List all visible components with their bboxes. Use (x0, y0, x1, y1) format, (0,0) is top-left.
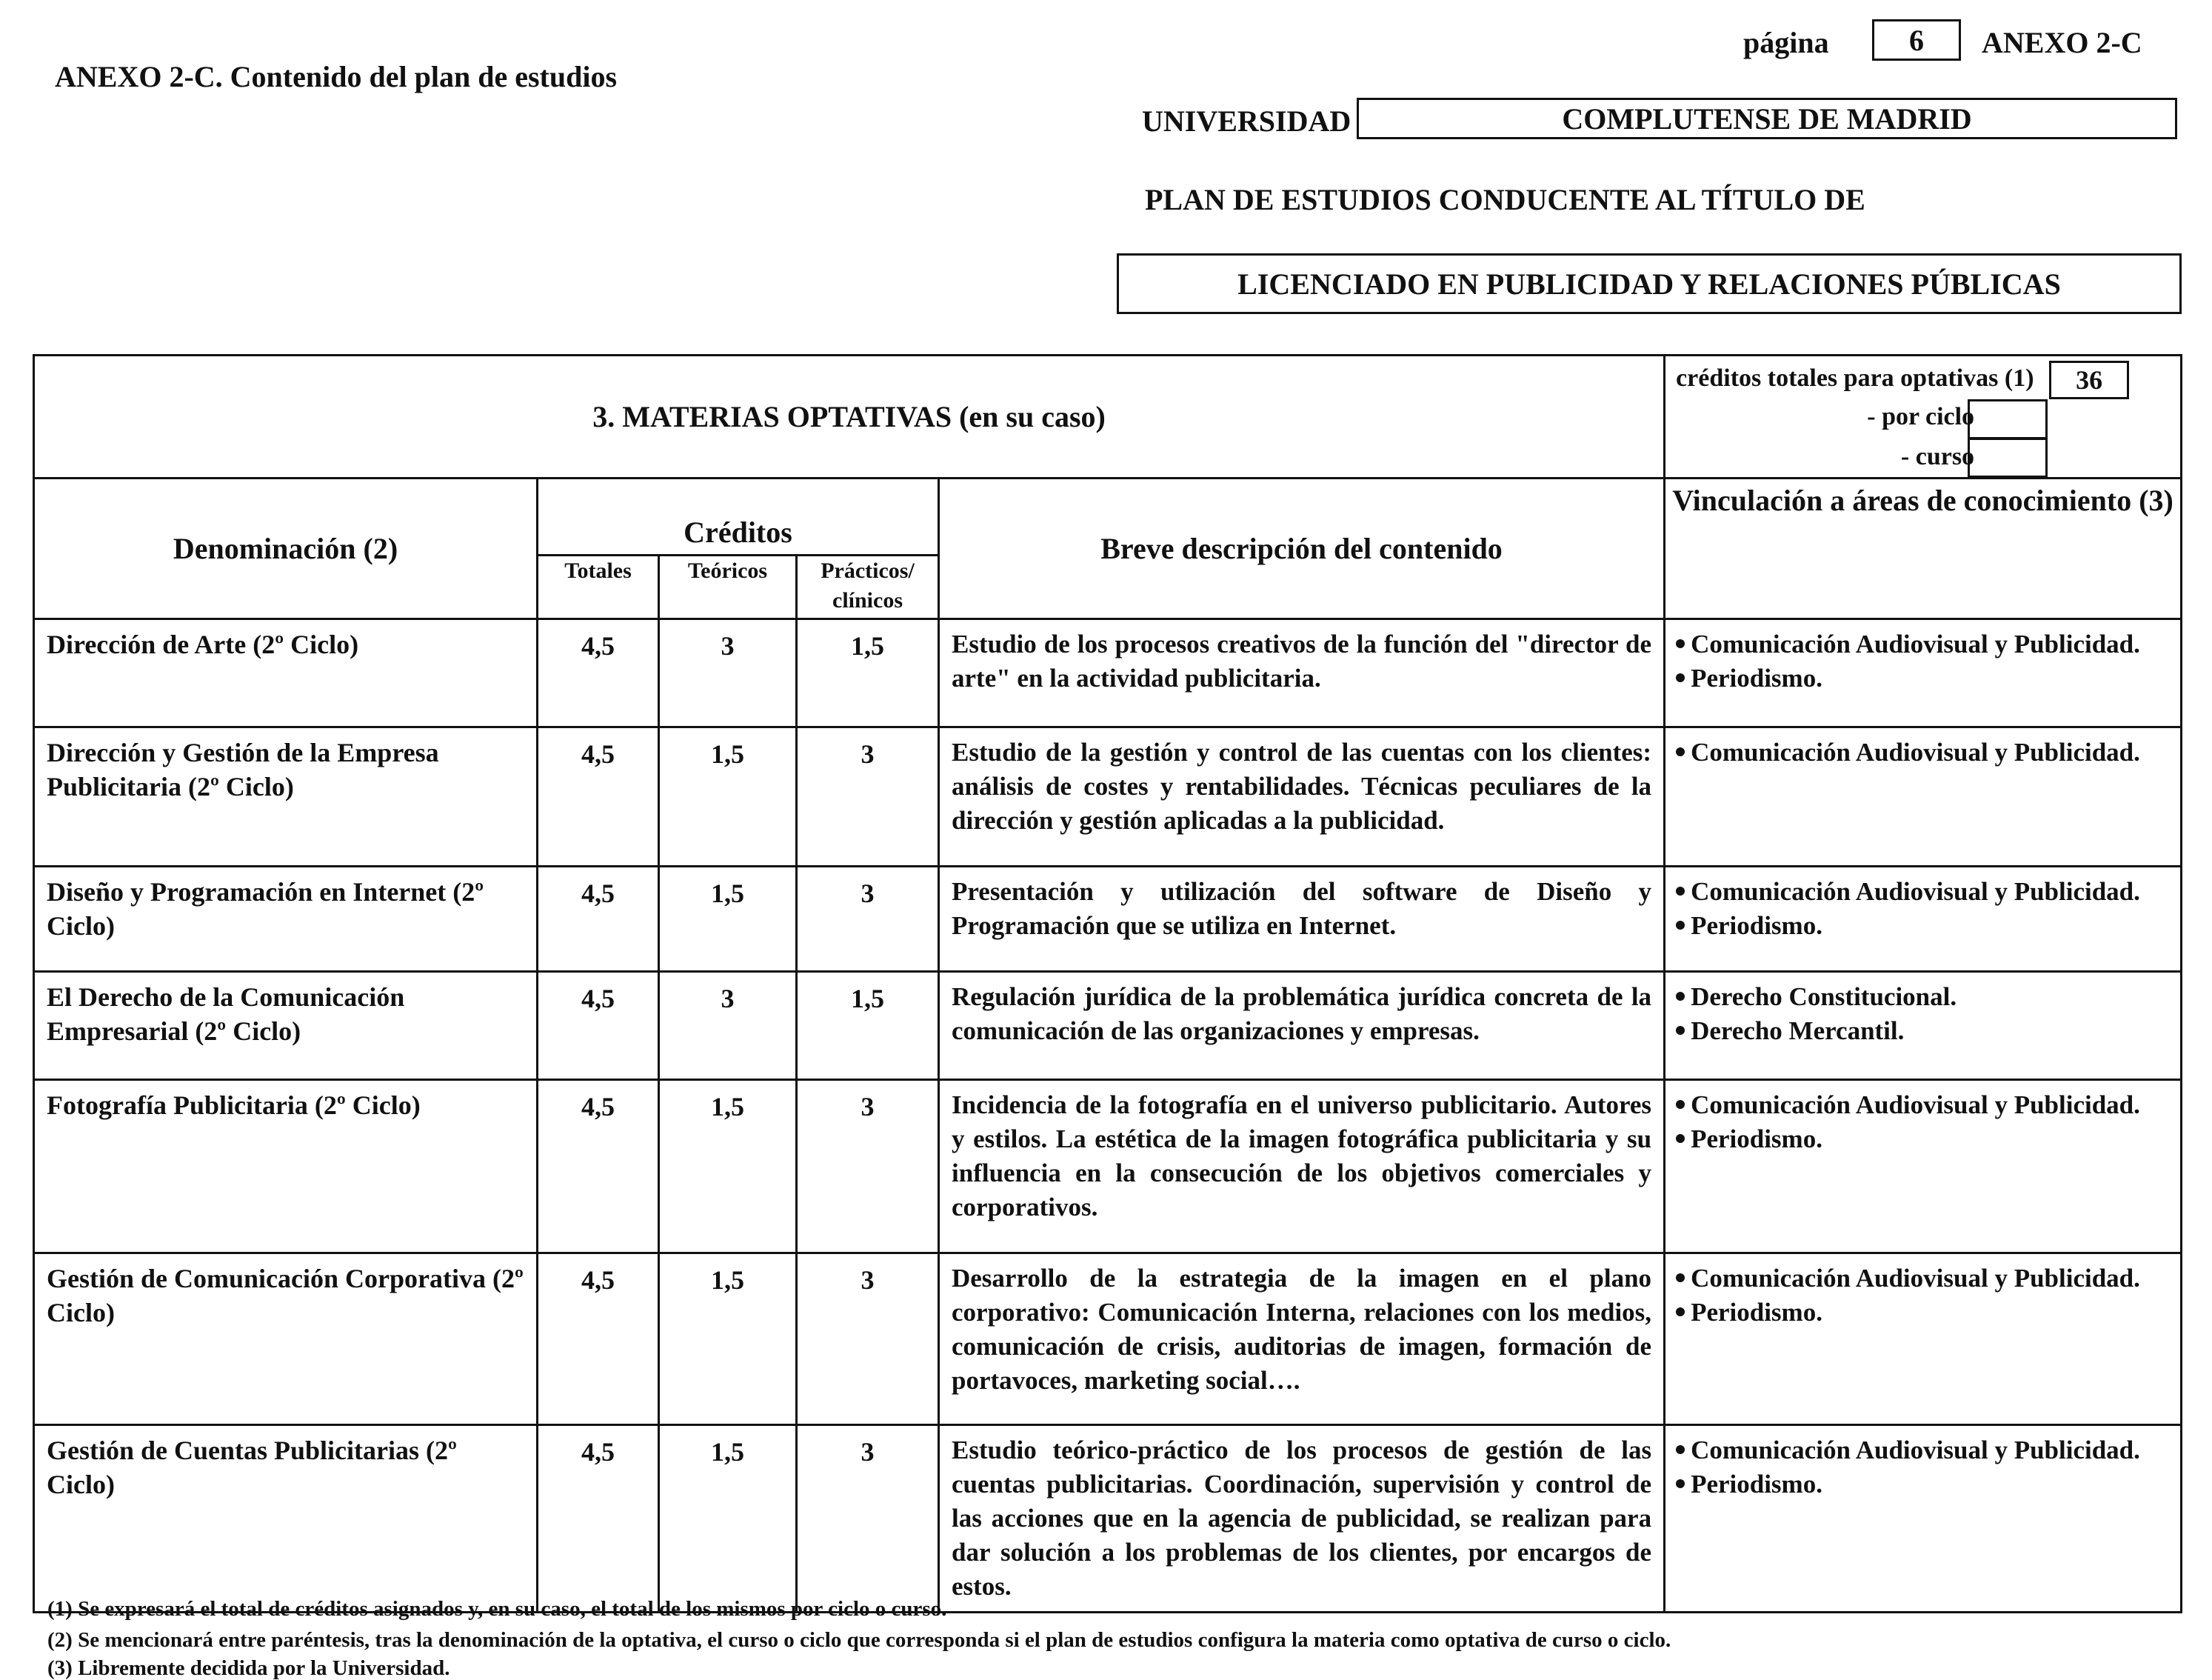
col-practicos-line1: Prácticos/ (821, 559, 915, 583)
subject-name: Gestión de Cuentas Publicitarias (2º Ciclo) (34, 1425, 538, 1613)
table-row (34, 1080, 2182, 1253)
list-item: Periodismo. (1676, 909, 2170, 943)
per-cycle-box (1968, 399, 2048, 439)
degree-name: LICENCIADO EN PUBLICIDAD Y RELACIONES PÚBLICAS (1237, 267, 2061, 301)
knowledge-areas (1665, 1425, 2182, 1613)
subject-name: Diseño y Programación en Internet (2º Ciclo) (34, 867, 538, 972)
credits-totales: 4,5 (538, 619, 659, 727)
credits-total-value: 36 (2076, 365, 2103, 395)
degree-box (1117, 253, 2182, 314)
bullet-icon (1676, 747, 1685, 756)
bullet-icon (1676, 639, 1685, 648)
bullet-icon (1676, 1479, 1685, 1488)
list-item: Periodismo. (1676, 1122, 2170, 1156)
list-item: Comunicación Audiovisual y Publicidad. (1676, 627, 2170, 661)
annex-label: ANEXO 2-C (1982, 26, 2142, 59)
credits-teoricos: 3 (659, 619, 797, 727)
page-number: 6 (1909, 23, 1924, 57)
credits-totales: 4,5 (538, 727, 659, 867)
university-label: UNIVERSIDAD (1142, 104, 1351, 138)
list-item: Comunicación Audiovisual y Publicidad. (1676, 736, 2170, 770)
bullet-icon (1676, 1445, 1685, 1454)
list-item: Comunicación Audiovisual y Publicidad. (1676, 1088, 2170, 1122)
page-label: página (1743, 26, 1829, 59)
knowledge-areas (1665, 727, 2182, 867)
bullet-icon (1676, 921, 1685, 930)
subject-description: Estudio teórico-práctico de los procesos de gestión de las cuentas publicitarias. Coordinación, supervisión y control de las acciones que en la agencia de publicidad, se realizan para dar solución a los problemas de los clientes, por encargos de estos. (939, 1425, 1665, 1613)
col-teoricos: Teóricos (660, 556, 798, 618)
section-title: 3. MATERIAS OPTATIVAS (en su caso) (34, 356, 1665, 479)
subject-description: Regulación jurídica de la problemática jurídica concreta de la comunicación de las organizaciones y empresas. (939, 972, 1665, 1080)
bullet-icon (1676, 1307, 1685, 1316)
bullet-icon (1676, 673, 1685, 682)
credits-totales: 4,5 (538, 1080, 659, 1253)
footnote-1: (1) Se expresará el total de créditos asignados y, en su caso, el total de los mismos por ciclo o curso. (47, 1597, 947, 1621)
table-row (34, 867, 2182, 972)
knowledge-areas (1665, 867, 2182, 972)
subject-name: Fotografía Publicitaria (2º Ciclo) (34, 1080, 538, 1253)
document-title: ANEXO 2-C. Contenido del plan de estudios (55, 60, 618, 93)
optional-subjects-table (33, 354, 2182, 1613)
list-item: Comunicación Audiovisual y Publicidad. (1676, 1261, 2170, 1296)
bullet-icon (1676, 1134, 1685, 1143)
page-number-box (1872, 19, 1961, 61)
university-name-box (1357, 98, 2177, 139)
footnote-2: (2) Se mencionará entre paréntesis, tras la denominación de la optativa, el curso o ciclo que corresponda si el plan de estudios configura la materia como optativa de curso o ciclo. (47, 1628, 1671, 1652)
subject-description: Desarrollo de la estrategia de la imagen en el plano corporativo: Comunicación Interna, relaciones con los medios, comunicación de crisis, auditorias de imagen, formación de portavoces, marketing social…. (939, 1253, 1665, 1425)
credits-teoricos: 1,5 (659, 1253, 797, 1425)
list-item: Derecho Constitucional. (1676, 980, 2170, 1014)
credits-teoricos: 1,5 (659, 1425, 797, 1613)
credits-teoricos: 1,5 (659, 867, 797, 972)
knowledge-areas (1665, 619, 2182, 727)
col-practicos (798, 556, 938, 618)
col-totales: Totales (538, 556, 660, 618)
knowledge-areas (1665, 1080, 2182, 1253)
credits-teoricos: 1,5 (659, 1080, 797, 1253)
credits-practicos: 3 (797, 1080, 939, 1253)
list-item: Periodismo. (1676, 1467, 2170, 1501)
subject-name: Dirección y Gestión de la Empresa Publicitaria (2º Ciclo) (34, 727, 538, 867)
list-item: Comunicación Audiovisual y Publicidad. (1676, 875, 2170, 909)
col-descripcion: Breve descripción del contenido (939, 479, 1665, 619)
credits-summary (1665, 356, 2182, 479)
col-vinculacion: Vinculación a áreas de conocimiento (3) (1665, 479, 2182, 619)
credits-teoricos: 1,5 (659, 727, 797, 867)
bullet-icon (1676, 1026, 1685, 1035)
subject-name: El Derecho de la Comunicación Empresarial (2º Ciclo) (34, 972, 538, 1080)
table-row (34, 619, 2182, 727)
credits-practicos: 3 (797, 727, 939, 867)
table-row (34, 972, 2182, 1080)
subject-name: Gestión de Comunicación Corporativa (2º Ciclo) (34, 1253, 538, 1425)
plan-title: PLAN DE ESTUDIOS CONDUCENTE AL TÍTULO DE (1145, 183, 1865, 216)
per-course-box (1968, 438, 2048, 478)
list-item: Periodismo. (1676, 661, 2170, 696)
credits-practicos: 3 (797, 867, 939, 972)
subject-description: Estudio de los procesos creativos de la función del "director de arte" en la actividad publicitaria. (939, 619, 1665, 727)
credits-practicos: 1,5 (797, 619, 939, 727)
knowledge-areas (1665, 972, 2182, 1080)
table-row (34, 1253, 2182, 1425)
credits-total-label: créditos totales para optativas (1) (1676, 364, 2034, 392)
credits-practicos: 3 (797, 1253, 939, 1425)
bullet-icon (1676, 1273, 1685, 1282)
col-denominacion: Denominación (2) (34, 479, 538, 619)
credits-total-box (2049, 361, 2129, 399)
credits-totales: 4,5 (538, 867, 659, 972)
list-item: Periodismo. (1676, 1296, 2170, 1330)
table-row (34, 1425, 2182, 1613)
bullet-icon (1676, 887, 1685, 896)
footnote-3: (3) Libremente decidida por la Universidad. (47, 1656, 450, 1680)
col-creditos (538, 479, 939, 619)
knowledge-areas (1665, 1253, 2182, 1425)
university-name: COMPLUTENSE DE MADRID (1562, 101, 1972, 136)
subject-name: Dirección de Arte (2º Ciclo) (34, 619, 538, 727)
subject-description: Incidencia de la fotografía en el universo publicitario. Autores y estilos. La estética de la imagen fotográfica publicitaria y su influencia en la consecución de los objetivos comerciales y corporativos. (939, 1080, 1665, 1253)
bullet-icon (1676, 992, 1685, 1001)
credits-totales: 4,5 (538, 1253, 659, 1425)
per-cycle-label: - por ciclo (1867, 403, 1975, 430)
col-practicos-line2: clínicos (832, 588, 903, 613)
credits-totales: 4,5 (538, 1425, 659, 1613)
col-creditos-label: Créditos (538, 479, 938, 556)
credits-practicos: 1,5 (797, 972, 939, 1080)
per-course-label: - curso (1900, 443, 1975, 470)
credits-teoricos: 3 (659, 972, 797, 1080)
subject-description: Estudio de la gestión y control de las cuentas con los clientes: análisis de costes y rentabilidades. Técnicas peculiares de la dirección y gestión aplicadas a la publicidad. (939, 727, 1665, 867)
subject-description: Presentación y utilización del software de Diseño y Programación que se utiliza en Internet. (939, 867, 1665, 972)
list-item: Derecho Mercantil. (1676, 1014, 2170, 1048)
list-item: Comunicación Audiovisual y Publicidad. (1676, 1433, 2170, 1467)
credits-totales: 4,5 (538, 972, 659, 1080)
credits-practicos: 3 (797, 1425, 939, 1613)
bullet-icon (1676, 1100, 1685, 1109)
table-row (34, 727, 2182, 867)
